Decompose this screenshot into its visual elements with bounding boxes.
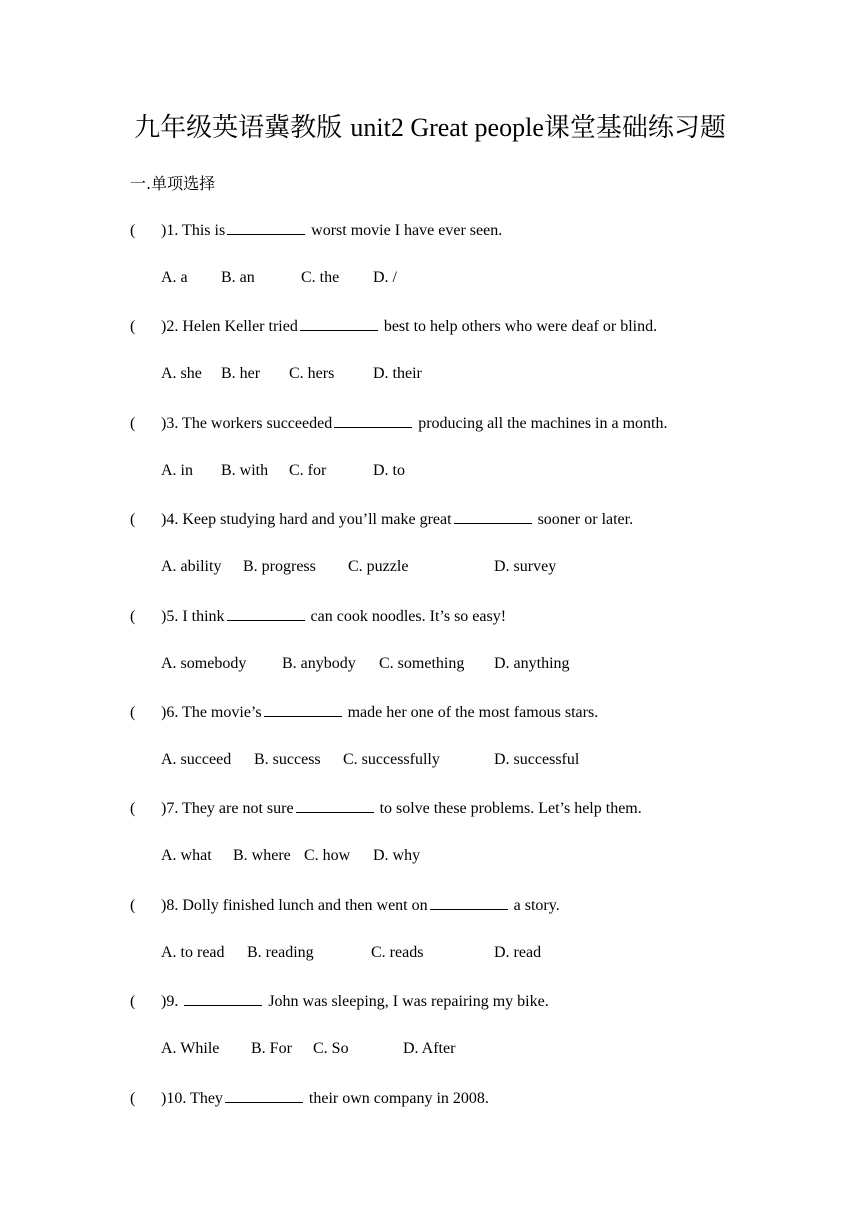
question-text-after: to solve these problems. Let’s help them. — [379, 800, 642, 817]
option-d: D. read — [494, 944, 542, 961]
option-b: B. her — [221, 365, 261, 382]
question-number: )2. — [161, 318, 179, 335]
option-d: D. / — [373, 269, 397, 286]
question-text-after: can cook noodles. It’s so easy! — [310, 608, 507, 625]
title-cn-suffix: 课堂基础练习题 — [543, 113, 726, 143]
answer-paren: ( — [130, 415, 136, 432]
option-b: B. progress — [243, 558, 316, 575]
answer-blank — [334, 413, 412, 428]
answer-blank — [227, 220, 305, 235]
option-a: A. in — [161, 462, 193, 479]
question-text-after: producing all the machines in a month. — [418, 415, 668, 432]
question-number: )3. — [161, 415, 179, 432]
question-text-before: They — [190, 1090, 223, 1107]
question-text-after: best to help others who were deaf or blind. — [383, 318, 658, 335]
question-row — [130, 509, 633, 530]
option-b: B. an — [221, 269, 255, 286]
answer-blank — [296, 798, 374, 813]
answer-paren: ( — [130, 704, 136, 721]
title-en: unit2 Great people — [350, 113, 544, 142]
question-number: )8. — [161, 897, 179, 914]
question-number: )4. — [161, 511, 179, 528]
option-d: D. to — [373, 462, 405, 479]
answer-blank — [264, 702, 342, 717]
question-number: )7. — [161, 800, 179, 817]
question-text-after: John was sleeping, I was repairing my bike. — [268, 993, 549, 1010]
option-a: A. succeed — [161, 751, 232, 768]
title-cn-prefix: 九年级英语冀教版 — [134, 113, 343, 143]
question-row — [130, 413, 667, 434]
answer-paren: ( — [130, 222, 136, 239]
question-text-after: worst movie I have ever seen. — [311, 222, 503, 239]
answer-paren: ( — [130, 1090, 136, 1107]
option-a: A. to read — [161, 944, 225, 961]
question-row — [130, 1088, 489, 1109]
answer-blank — [184, 991, 262, 1006]
question-text-after: their own company in 2008. — [308, 1090, 489, 1107]
option-b: B. For — [251, 1040, 292, 1057]
question-number: )9. — [161, 993, 179, 1010]
question-row — [130, 895, 560, 916]
question-row — [130, 798, 642, 819]
question-text-before: I think — [182, 608, 225, 625]
answer-paren: ( — [130, 993, 136, 1010]
question-text-before: The workers succeeded — [182, 415, 333, 432]
option-d: D. successful — [494, 751, 580, 768]
option-d: D. their — [373, 365, 422, 382]
option-d: D. why — [373, 847, 421, 864]
question-row — [130, 316, 657, 337]
question-row — [130, 991, 549, 1012]
question-number: )1. — [161, 222, 179, 239]
question-text-before: The movie’s — [182, 704, 262, 721]
option-d: D. anything — [494, 655, 570, 672]
answer-blank — [454, 509, 532, 524]
option-d: D. survey — [494, 558, 557, 575]
option-b: B. where — [233, 847, 291, 864]
answer-paren: ( — [130, 318, 136, 335]
option-a: A. ability — [161, 558, 222, 575]
option-b: B. success — [254, 751, 321, 768]
answer-paren: ( — [130, 608, 136, 625]
option-c: C. hers — [289, 365, 335, 382]
option-b: B. anybody — [282, 655, 356, 672]
option-a: A. a — [161, 269, 188, 286]
question-row — [130, 220, 502, 241]
option-c: C. puzzle — [348, 558, 409, 575]
answer-blank — [227, 606, 305, 621]
question-text-before: Keep studying hard and you’ll make great — [182, 511, 452, 528]
option-c: C. how — [304, 847, 351, 864]
option-c: C. So — [313, 1040, 349, 1057]
question-text-before: Helen Keller tried — [182, 318, 298, 335]
option-c: C. something — [379, 655, 465, 672]
question-text-after: a story. — [513, 897, 560, 914]
question-row — [130, 606, 506, 627]
answer-blank — [430, 895, 508, 910]
question-number: )5. — [161, 608, 179, 625]
option-a: A. While — [161, 1040, 220, 1057]
question-number: )10. — [161, 1090, 187, 1107]
option-b: B. with — [221, 462, 269, 479]
question-text-before: This is — [182, 222, 226, 239]
answer-paren: ( — [130, 897, 136, 914]
option-a: A. she — [161, 365, 202, 382]
answer-paren: ( — [130, 511, 136, 528]
answer-blank — [225, 1088, 303, 1103]
question-text-before: They are not sure — [182, 800, 294, 817]
answer-blank — [300, 316, 378, 331]
question-text-before: Dolly finished lunch and then went on — [182, 897, 428, 914]
option-a: A. somebody — [161, 655, 247, 672]
page-title — [0, 108, 860, 148]
question-number: )6. — [161, 704, 179, 721]
option-c: C. for — [289, 462, 327, 479]
question-text-after: made her one of the most famous stars. — [347, 704, 599, 721]
option-a: A. what — [161, 847, 212, 864]
question-row — [130, 702, 598, 723]
option-c: C. reads — [371, 944, 424, 961]
section-heading: 一.单项选择 — [130, 174, 216, 193]
option-d: D. After — [403, 1040, 456, 1057]
answer-paren: ( — [130, 800, 136, 817]
option-c: C. the — [301, 269, 340, 286]
option-b: B. reading — [247, 944, 314, 961]
option-c: C. successfully — [343, 751, 440, 768]
question-text-after: sooner or later. — [537, 511, 634, 528]
